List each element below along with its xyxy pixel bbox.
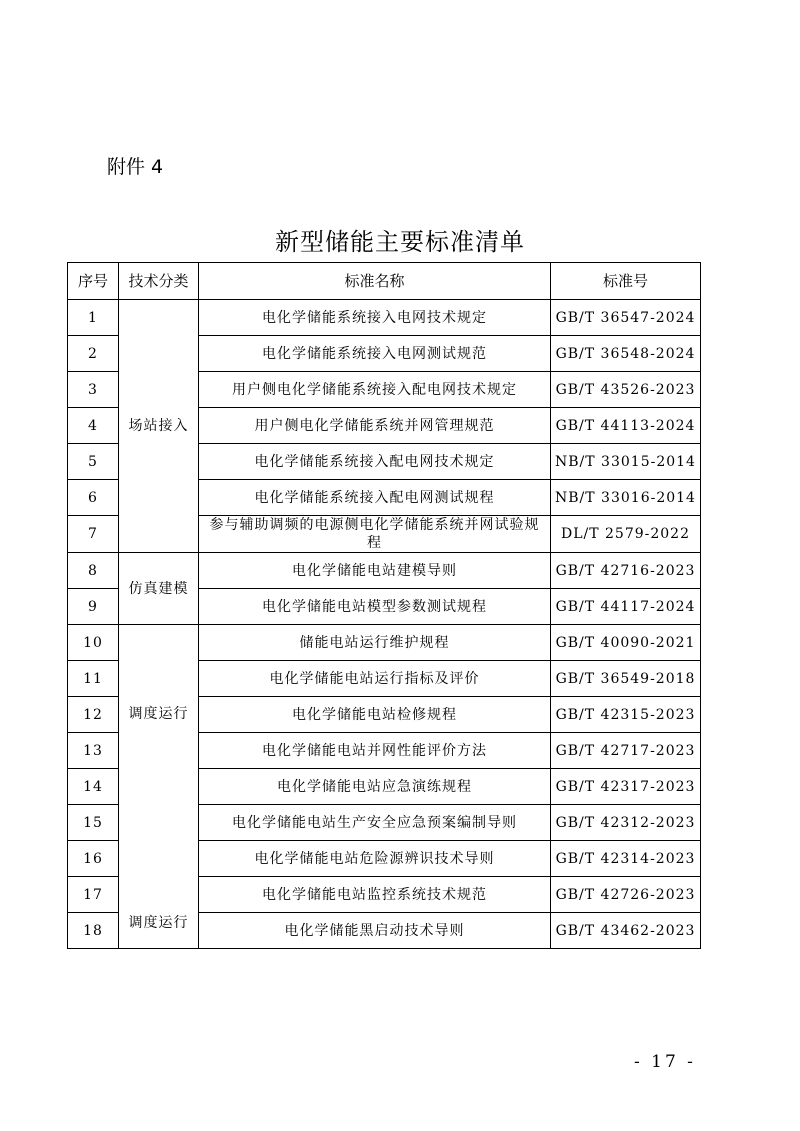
row-code: GB/T 42317-2023: [551, 769, 701, 805]
row-no: 15: [68, 805, 119, 841]
row-no: 5: [68, 444, 119, 480]
row-name: 电化学储能电站模型参数测试规程: [199, 589, 551, 625]
header-category: 技术分类: [119, 263, 199, 300]
row-code: GB/T 42312-2023: [551, 805, 701, 841]
row-name: 用户侧电化学储能系统接入配电网技术规定: [199, 372, 551, 408]
row-name: 电化学储能电站运行指标及评价: [199, 661, 551, 697]
row-name: 电化学储能电站检修规程: [199, 697, 551, 733]
row-code: GB/T 44117-2024: [551, 589, 701, 625]
row-no: 16: [68, 841, 119, 877]
row-code: GB/T 43462-2023: [551, 913, 701, 949]
row-code: GB/T 42716-2023: [551, 553, 701, 589]
row-name: 电化学储能系统接入电网技术规定: [199, 300, 551, 336]
row-code: GB/T 36549-2018: [551, 661, 701, 697]
row-code: GB/T 36547-2024: [551, 300, 701, 336]
row-code: GB/T 42726-2023: [551, 877, 701, 913]
row-no: 9: [68, 589, 119, 625]
row-no: 17: [68, 877, 119, 913]
row-code: GB/T 42314-2023: [551, 841, 701, 877]
standards-table: [67, 262, 701, 949]
row-no: 12: [68, 697, 119, 733]
row-code: GB/T 42315-2023: [551, 697, 701, 733]
category-dispatch-bottom: 调度运行: [128, 914, 189, 931]
row-code: GB/T 42717-2023: [551, 733, 701, 769]
row-code: GB/T 40090-2021: [551, 625, 701, 661]
row-name: 电化学储能电站应急演练规程: [199, 769, 551, 805]
row-no: 13: [68, 733, 119, 769]
category-dispatch: [119, 625, 199, 949]
table-header-row: [68, 263, 701, 300]
row-name: 电化学储能系统接入电网测试规范: [199, 336, 551, 372]
row-code: GB/T 44113-2024: [551, 408, 701, 444]
row-name: 参与辅助调频的电源侧电化学储能系统并网试验规程: [199, 516, 551, 553]
row-no: 7: [68, 516, 119, 553]
header-code: 标准号: [551, 263, 701, 300]
header-no: 序号: [68, 263, 119, 300]
row-code: NB/T 33015-2014: [551, 444, 701, 480]
row-no: 10: [68, 625, 119, 661]
row-no: 18: [68, 913, 119, 949]
row-code: GB/T 36548-2024: [551, 336, 701, 372]
row-code: NB/T 33016-2014: [551, 480, 701, 516]
row-name: 电化学储能电站并网性能评价方法: [199, 733, 551, 769]
row-no: 3: [68, 372, 119, 408]
row-name: 电化学储能电站监控系统技术规范: [199, 877, 551, 913]
page-number: - 17 -: [634, 1052, 696, 1072]
row-code: GB/T 43526-2023: [551, 372, 701, 408]
row-name: 电化学储能系统接入配电网测试规程: [199, 480, 551, 516]
row-name: 电化学储能系统接入配电网技术规定: [199, 444, 551, 480]
category-dispatch-top: 调度运行: [128, 705, 189, 722]
category-station: 场站接入: [119, 300, 199, 553]
row-no: 6: [68, 480, 119, 516]
row-code: DL/T 2579-2022: [551, 516, 701, 553]
row-name: 电化学储能电站建模导则: [199, 553, 551, 589]
row-name: 电化学储能电站生产安全应急预案编制导则: [199, 805, 551, 841]
row-no: 1: [68, 300, 119, 336]
category-sim: 仿真建模: [119, 553, 199, 625]
row-no: 11: [68, 661, 119, 697]
row-name: 储能电站运行维护规程: [199, 625, 551, 661]
attachment-label: 附件 4: [107, 156, 164, 178]
row-name: 用户侧电化学储能系统并网管理规范: [199, 408, 551, 444]
row-no: 8: [68, 553, 119, 589]
row-no: 2: [68, 336, 119, 372]
row-name: 电化学储能黑启动技术导则: [199, 913, 551, 949]
row-name: 电化学储能电站危险源辨识技术导则: [199, 841, 551, 877]
table-row: [68, 553, 701, 589]
document-title: 新型储能主要标准清单: [275, 228, 525, 256]
table-row: [68, 300, 701, 336]
row-no: 4: [68, 408, 119, 444]
row-no: 14: [68, 769, 119, 805]
table-row: [68, 625, 701, 661]
header-name: 标准名称: [199, 263, 551, 300]
